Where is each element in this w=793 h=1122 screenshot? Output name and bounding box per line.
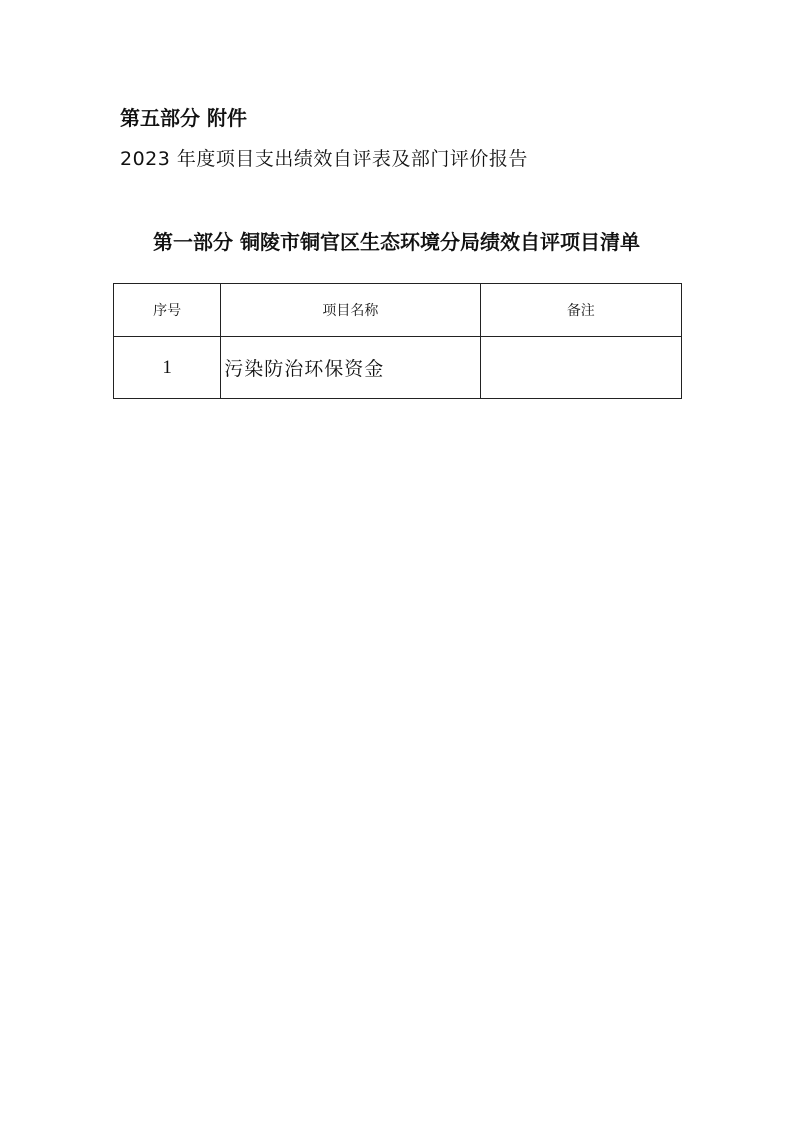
section-heading: 第五部分 附件 [120, 106, 247, 130]
row-note [480, 337, 681, 399]
table-header-row [114, 284, 682, 337]
section-subtitle: 2023 年度项目支出绩效自评表及部门评价报告 [120, 148, 528, 170]
header-project-name: 项目名称 [221, 284, 480, 337]
table-row [114, 337, 682, 399]
header-note: 备注 [480, 284, 681, 337]
project-table [113, 283, 682, 399]
project-list-title: 第一部分 铜陵市铜官区生态环境分局绩效自评项目清单 [153, 230, 640, 254]
row-index: 1 [114, 337, 221, 399]
row-project-name: 污染防治环保资金 [221, 337, 480, 399]
header-index: 序号 [114, 284, 221, 337]
